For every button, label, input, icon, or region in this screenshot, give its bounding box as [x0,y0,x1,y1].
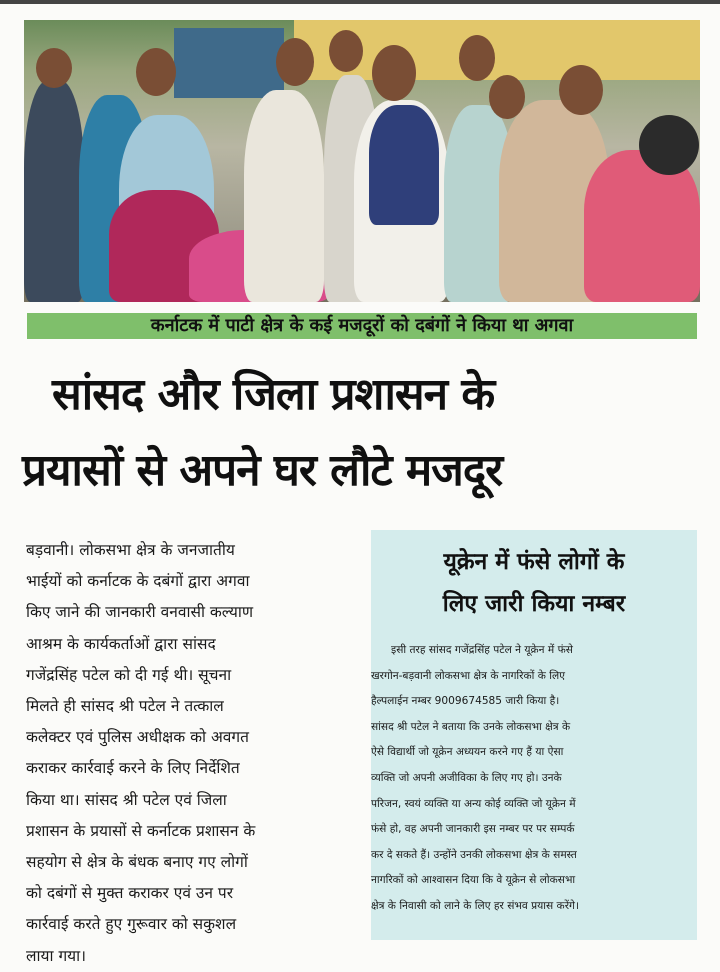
photo-vehicle-blue [174,28,284,98]
article-line: भाईयों को कर्नाटक के दबंगों द्वारा अगवा [26,572,250,591]
sidebar-title-line-2: लिए जारी किया नम्बर [442,591,626,617]
article-line: किए जाने की जानकारी वनवासी कल्याण [26,603,254,622]
photo-head [136,48,176,96]
sidebar-line: सांसद श्री पटेल ने बताया कि उनके लोकसभा क्षेत्र के [371,720,571,733]
headline-line-2: प्रयासों से अपने घर लौटे मजदूर [22,445,503,496]
sidebar-line: हैल्पलाईन नम्बर 9009674585 जारी किया है। [371,695,560,708]
sidebar-line: कर दे सकते हैं। उन्होंने उनकी लोकसभा क्षेत्र के समस्त [371,848,577,861]
photo-person [24,80,84,302]
photo-head [639,115,699,175]
photo-person [584,150,700,302]
article-line: कराकर कार्रवाई करने के लिए निर्देशित [26,759,240,778]
sidebar-line: नागरिकों को आश्वासन दिया कि वे यूक्रेन से लोकसभा [371,874,576,887]
article-line: कलेक्टर एवं पुलिस अधीक्षक को अवगत [26,728,249,747]
article-line: सहयोग से क्षेत्र के बंधक बनाए गए लोगों [26,853,248,872]
news-photo [24,20,700,302]
top-rule [0,0,720,4]
article-line: लाया गया। [26,946,87,965]
sidebar-box [371,530,697,940]
sidebar-line: व्यक्ति जो अपनी अजीविका के लिए गए हो। उनके [371,771,562,784]
article-line: किया था। सांसद श्री पटेल एवं जिला [26,790,227,809]
sidebar-line: परिजन, स्वयं व्यक्ति या अन्य कोई व्यक्ति जो यूक्रेन में [371,797,576,810]
article-line: को दबंगों से मुक्त कराकर एवं उन पर [26,884,234,903]
photo-vest [369,105,439,225]
photo-head [459,35,495,81]
photo-head [372,45,416,101]
main-article-body [26,535,356,972]
photo-head [329,30,363,72]
photo-head [276,38,314,86]
sidebar-line: ऐसे विद्यार्थी जो यूक्रेन अध्ययन करने गए हैं या ऐसा [371,746,564,759]
article-line: कार्रवाई करते हुए गुरूवार को सकुशल [26,915,237,934]
sidebar-article-body [371,638,697,920]
sidebar-title-line-1: यूक्रेन में फंसे लोगों के [443,549,625,575]
headline-line-1: सांसद और जिला प्रशासन के [52,369,495,420]
photo-head [559,65,603,115]
kicker-strap: कर्नाटक में पाटी क्षेत्र के कई मजदूरों को दबंगों ने किया था अगवा [27,313,697,339]
photo-head [489,75,525,119]
sidebar-line: खरगोन-बड़वानी लोकसभा क्षेत्र के नागरिकों के लिए [371,669,566,682]
photo-head [36,48,72,88]
article-line: मिलते ही सांसद श्री पटेल ने तत्काल [26,697,224,716]
sidebar-line: फंसे हो, वह अपनी जानकारी इस नम्बर पर पर सम्पर्क [371,823,575,836]
article-line: आश्रम के कार्यकर्ताओं द्वारा सांसद [26,634,216,653]
article-line: प्रशासन के प्रयासों से कर्नाटक प्रशासन के [26,821,256,840]
photo-person [244,90,324,302]
sidebar-line: क्षेत्र के निवासी को लाने के लिए हर संभव प्रयास करेंगे। [371,899,580,912]
article-line: गजेंद्रसिंह पटेल को दी गई थी। सूचना [26,665,232,684]
article-line: बड़वानी। लोकसभा क्षेत्र के जनजातीय [26,541,235,559]
sidebar-line: इसी तरह सांसद गजेंद्रसिंह पटेल ने यूक्रेन में फंसे [391,644,573,656]
